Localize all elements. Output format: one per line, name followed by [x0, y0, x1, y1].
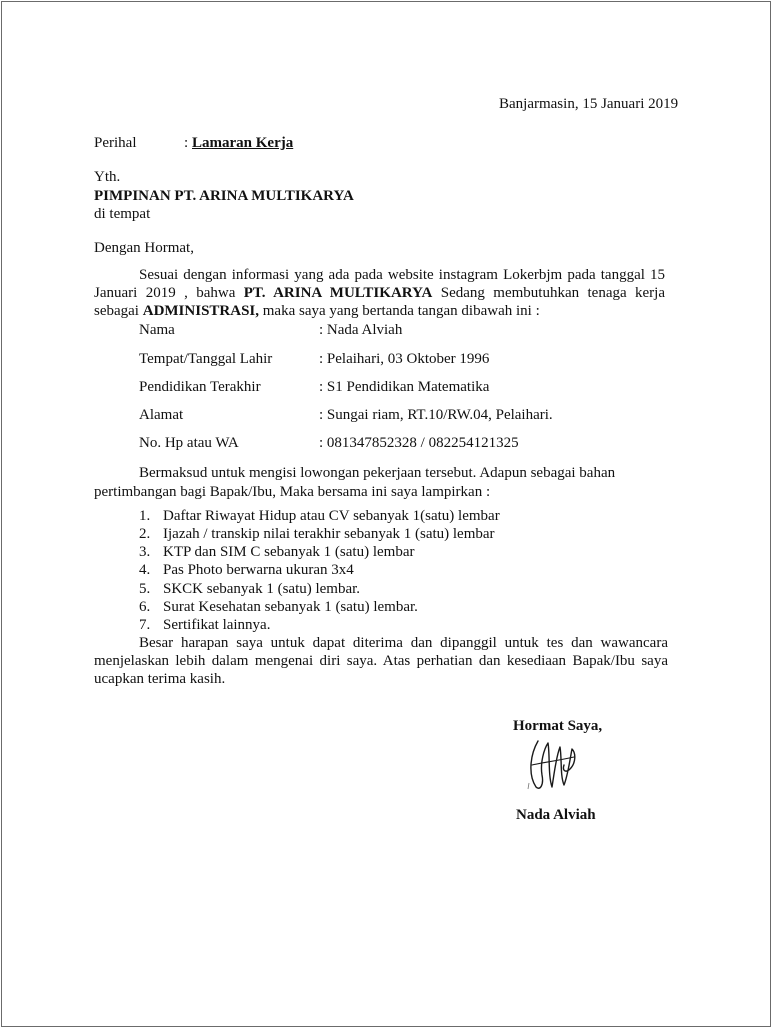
identity-label: Alamat [139, 407, 184, 423]
recipient-salutation: Yth. [94, 169, 121, 185]
list-item-text: Ijazah / transkip nilai terakhir sebanyak 1 (satu) lembar [163, 526, 495, 542]
intro-line-2-text: Januari 2019 , bahwa [94, 285, 244, 301]
list-item-text: Surat Kesehatan sebanyak 1 (satu) lembar. [163, 599, 418, 615]
closing-line-2: menjelaskan lebih dalam mengenai diri saya. Atas perhatian dan kesediaan Bapak/Ibu saya [94, 653, 668, 669]
position-name: ADMINISTRASI, [142, 303, 260, 319]
intro-line-1: Sesuai dengan informasi yang ada pada website instagram Lokerbjm pada tanggal 15 [139, 267, 665, 283]
identity-value: : Pelaihari, 03 Oktober 1996 [319, 351, 490, 367]
subject-value: Lamaran Kerja [192, 135, 294, 151]
closing-paragraph [94, 634, 668, 688]
identity-label: Tempat/Tanggal Lahir [139, 351, 273, 367]
intro-paragraph [94, 266, 665, 320]
list-item-number: 2. [139, 526, 151, 542]
identity-value: : S1 Pendidikan Matematika [319, 379, 490, 395]
signer-name: Nada Alviah [516, 807, 596, 823]
recipient-name: PIMPINAN PT. ARINA MULTIKARYA [94, 188, 354, 204]
list-item-number: 4. [139, 562, 151, 578]
list-item-number: 6. [139, 599, 151, 615]
intro-line-3-text: sebagai [94, 303, 143, 319]
identity-label: No. Hp atau WA [139, 435, 239, 451]
letter-page [1, 1, 771, 1027]
company-name: PT. ARINA MULTIKARYA [243, 285, 433, 301]
list-item-number: 3. [139, 544, 151, 560]
intro-line-3 [94, 302, 665, 320]
purpose-line-2: pertimbangan bagi Bapak/Ibu, Maka bersama ini saya lampirkan : [94, 484, 491, 500]
intro-line-2-tail: Sedang membutuhkan tenaga kerja [432, 285, 665, 301]
list-item-number: 5. [139, 581, 151, 597]
identity-value: : Nada Alviah [319, 322, 403, 338]
regards-text: Hormat Saya, [513, 718, 603, 734]
subject-colon: : [184, 135, 189, 151]
greeting: Dengan Hormat, [94, 240, 194, 256]
identity-label: Nama [139, 322, 175, 338]
intro-line-3-tail: maka saya yang bertanda tangan dibawah ini : [259, 303, 540, 319]
place-date: Banjarmasin, 15 Januari 2019 [499, 96, 679, 112]
identity-value: : 081347852328 / 082254121325 [319, 435, 519, 451]
list-item-text: KTP dan SIM C sebanyak 1 (satu) lembar [163, 544, 415, 560]
closing-line-3: ucapkan terima kasih. [94, 671, 226, 687]
subject-label: Perihal [94, 135, 137, 151]
purpose-line-1: Bermaksud untuk mengisi lowongan pekerjaan tersebut. Adapun sebagai bahan [139, 465, 616, 481]
list-item-number: 7. [139, 617, 151, 633]
identity-value: : Sungai riam, RT.10/RW.04, Pelaihari. [319, 407, 553, 423]
list-item-text: Pas Photo berwarna ukuran 3x4 [163, 562, 354, 578]
list-item-number: 1. [139, 508, 151, 524]
identity-label: Pendidikan Terakhir [139, 379, 261, 395]
signature-image [526, 735, 582, 795]
intro-line-2 [94, 284, 665, 302]
recipient-place: di tempat [94, 206, 151, 222]
closing-line-1: Besar harapan saya untuk dapat diterima dan dipanggil untuk tes dan wawancara [139, 635, 668, 651]
list-item-text: SKCK sebanyak 1 (satu) lembar. [163, 581, 361, 597]
list-item-text: Daftar Riwayat Hidup atau CV sebanyak 1(satu) lembar [163, 508, 500, 524]
list-item-text: Sertifikat lainnya. [163, 617, 271, 633]
